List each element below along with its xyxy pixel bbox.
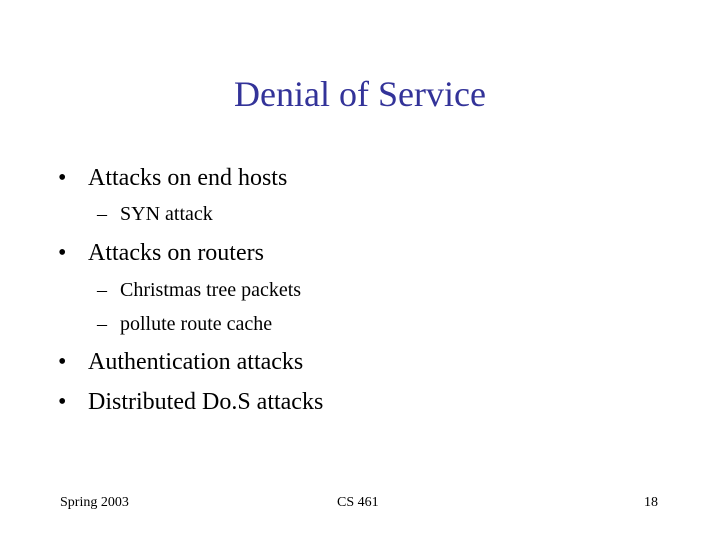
- sub-bullet-marker: –: [97, 313, 107, 335]
- bullet-item: [58, 163, 287, 193]
- sub-bullet-text: Christmas tree packets: [120, 279, 302, 301]
- footer-course: CS 461: [337, 495, 379, 510]
- sub-bullet-marker: –: [97, 279, 107, 301]
- bullet-marker: •: [58, 240, 67, 266]
- bullet-item: [58, 238, 264, 268]
- sub-bullet-item: [97, 312, 272, 336]
- bullet-text: Attacks on routers: [88, 240, 264, 266]
- sub-bullet-marker: –: [97, 203, 107, 225]
- sub-bullet-text: SYN attack: [120, 203, 213, 225]
- bullet-marker: •: [58, 389, 67, 415]
- slide-title: Denial of Service: [234, 74, 486, 114]
- footer-slide-number: 18: [644, 495, 658, 510]
- sub-bullet-item: [97, 278, 301, 302]
- bullet-text: Distributed Do.S attacks: [88, 389, 324, 415]
- bullet-text: Attacks on end hosts: [88, 165, 288, 191]
- bullet-marker: •: [58, 165, 67, 191]
- bullet-item: [58, 387, 323, 417]
- bullet-item: [58, 347, 303, 377]
- bullet-marker: •: [58, 349, 67, 375]
- footer-date: Spring 2003: [60, 495, 129, 510]
- bullet-text: Authentication attacks: [88, 349, 304, 375]
- sub-bullet-text: pollute route cache: [120, 313, 273, 335]
- sub-bullet-item: [97, 202, 213, 226]
